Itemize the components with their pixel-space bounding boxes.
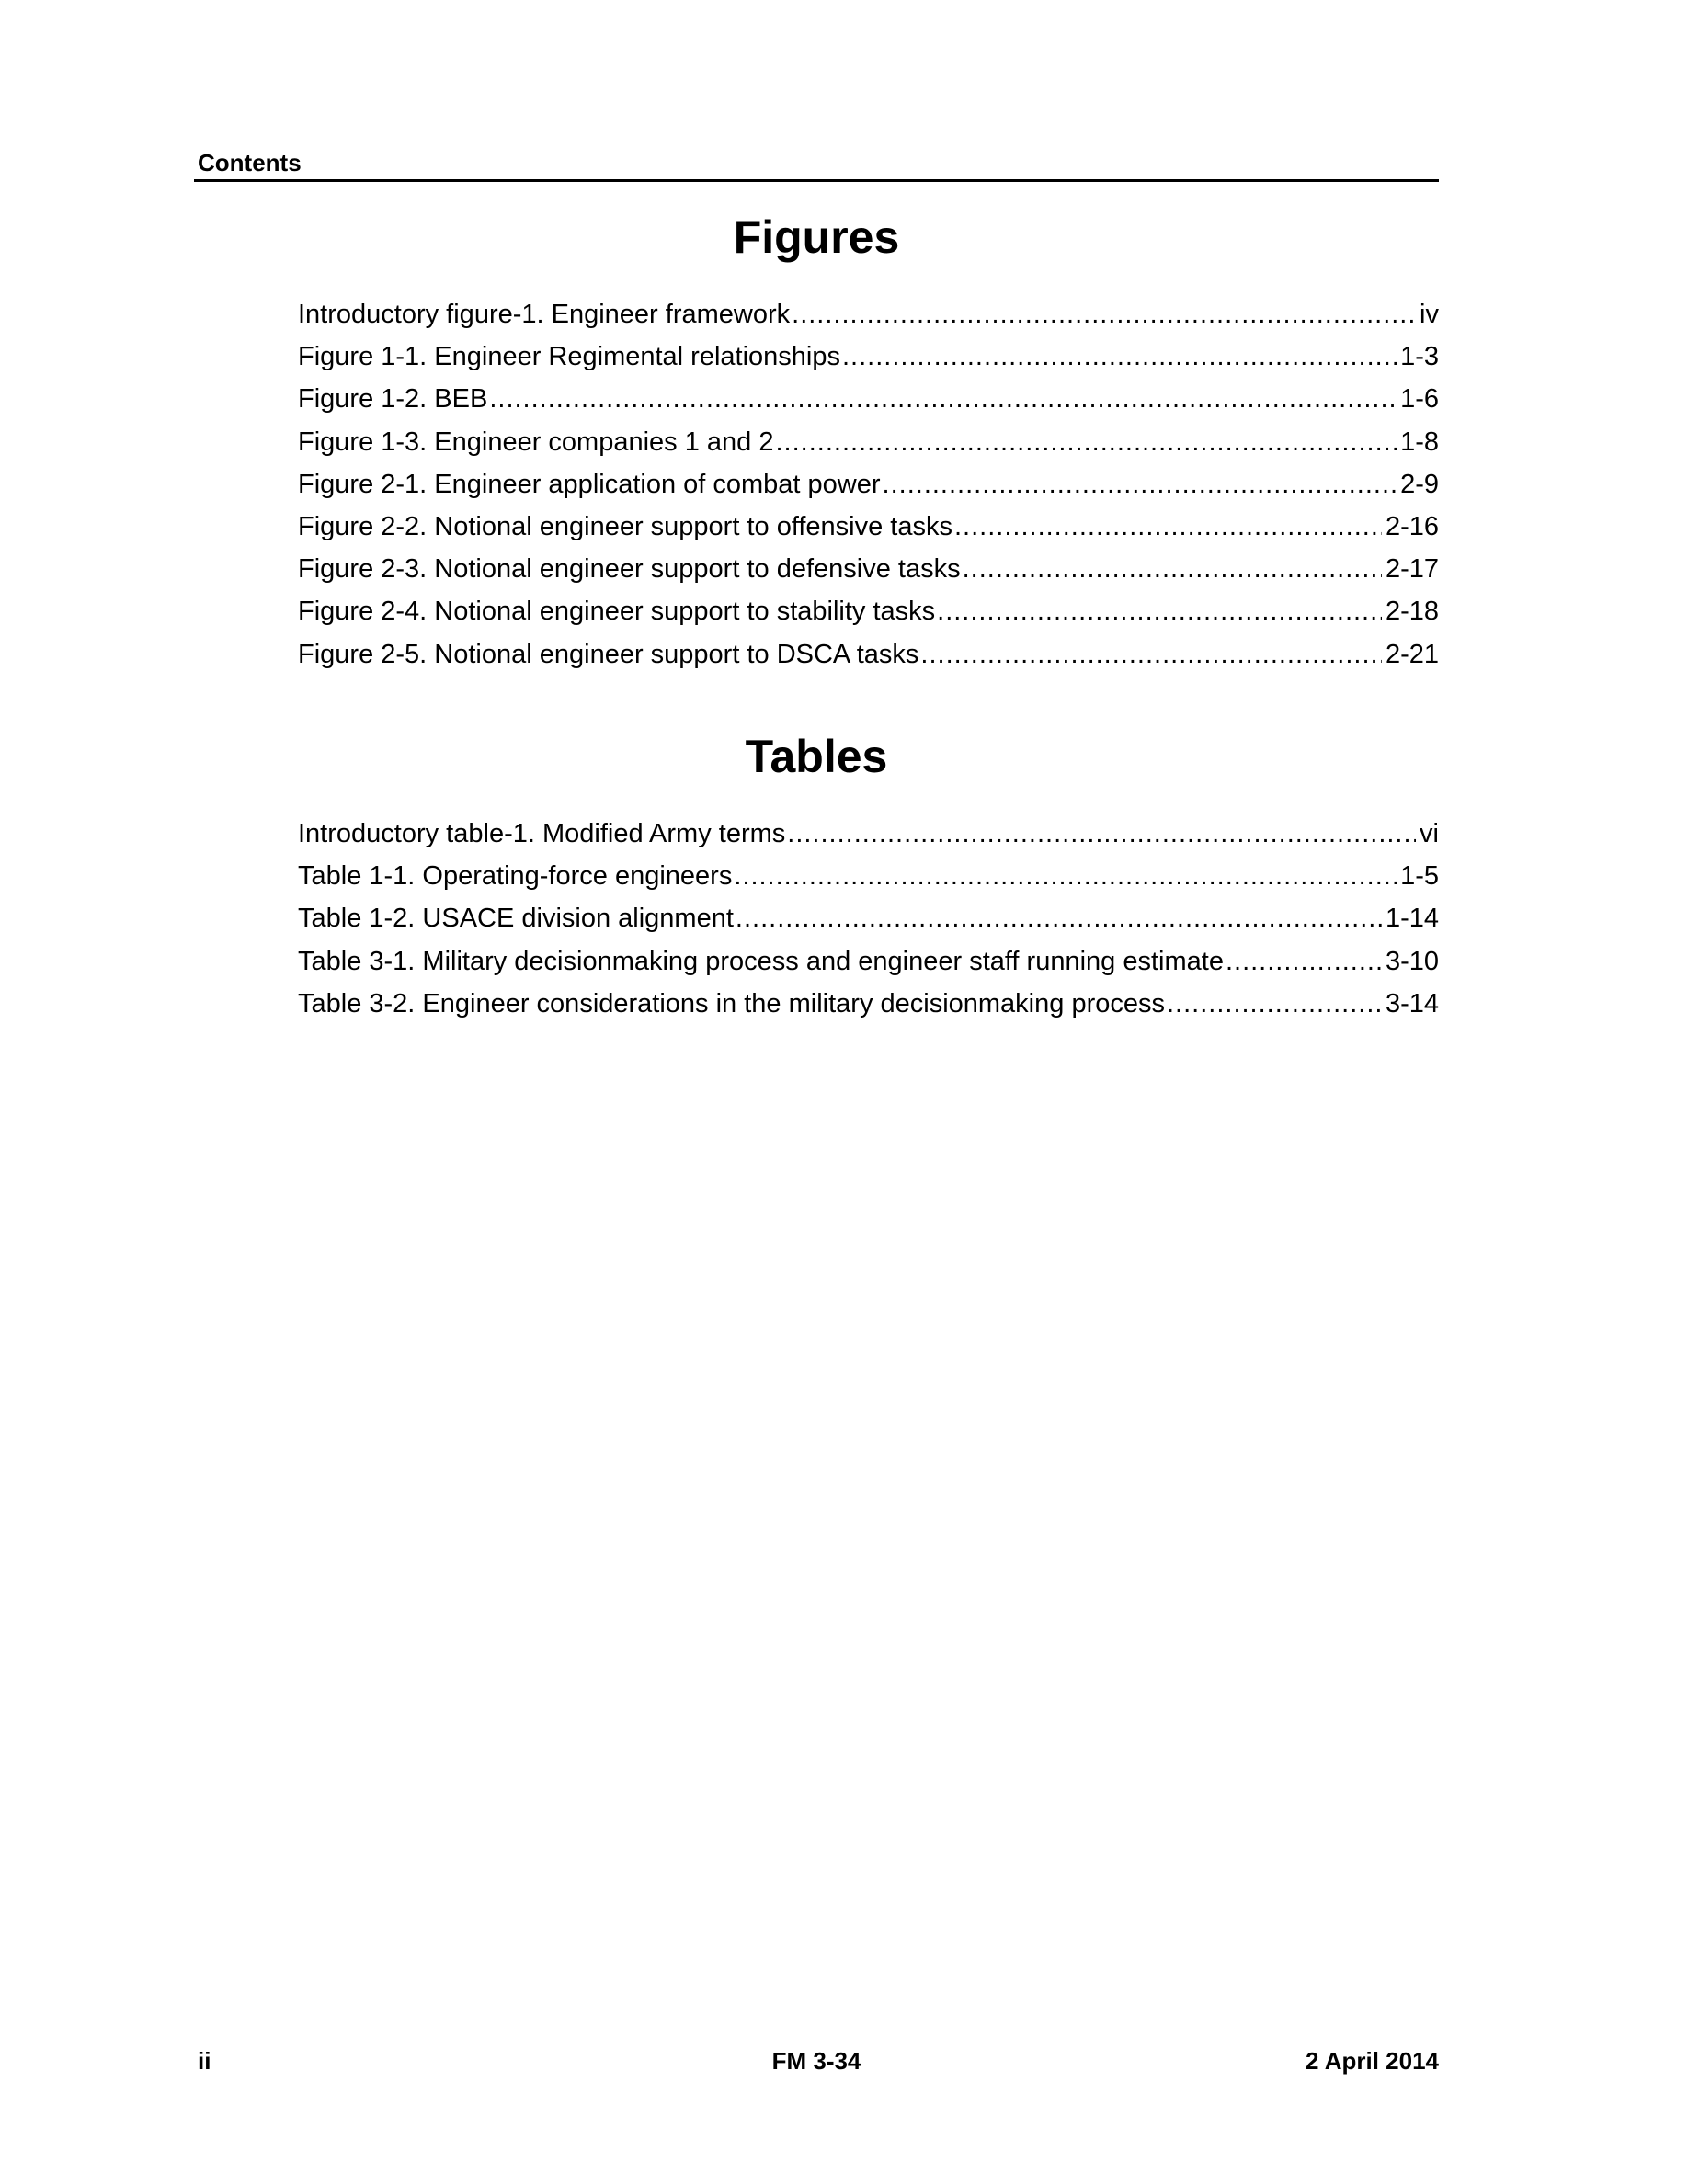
entry-page: 1-3 <box>1400 342 1439 372</box>
entry-title: Introductory figure-1. Engineer framework <box>298 300 791 329</box>
entry-title: Figure 2-2. Notional engineer support to offensive tasks <box>298 511 952 541</box>
entry-title: Figure 2-4. Notional engineer support to stability tasks <box>298 597 936 627</box>
entry-title: Figure 1-2. BEB <box>298 384 488 415</box>
entry-page: 1-5 <box>1400 861 1439 892</box>
dot-leader <box>736 897 1382 939</box>
figure-entry[interactable] <box>298 548 1439 590</box>
header-rule <box>194 179 1439 182</box>
entry-title: Figure 1-1. Engineer Regimental relationships <box>298 342 840 372</box>
entry-title: Table 1-1. Operating-force engineers <box>298 861 733 892</box>
figure-entry[interactable] <box>298 633 1439 676</box>
figure-entry[interactable] <box>298 336 1439 378</box>
entry-page: 1-14 <box>1385 904 1439 934</box>
table-entry[interactable] <box>298 813 1439 855</box>
entry-page: 2-17 <box>1385 554 1439 585</box>
dot-leader <box>734 855 1397 897</box>
table-entry[interactable] <box>298 897 1439 939</box>
figure-entry[interactable] <box>298 421 1439 463</box>
table-entry[interactable] <box>298 855 1439 897</box>
dot-leader <box>883 463 1397 506</box>
entry-title: Table 1-2. USACE division alignment <box>298 904 734 934</box>
dot-leader <box>954 506 1382 548</box>
entry-page: 2-18 <box>1385 597 1439 627</box>
figures-title: Figures <box>733 211 900 263</box>
figure-entry[interactable] <box>298 378 1439 420</box>
entry-title: Figure 2-3. Notional engineer support to defensive tasks <box>298 554 961 585</box>
entry-page: 1-6 <box>1400 384 1439 415</box>
entry-page: 1-8 <box>1400 427 1439 457</box>
dot-leader <box>787 813 1416 855</box>
figure-entry[interactable] <box>298 590 1439 632</box>
entry-page: 3-14 <box>1385 988 1439 1018</box>
footer-document-id: FM 3-34 <box>771 2047 861 2075</box>
dot-leader <box>1226 940 1382 983</box>
table-entry[interactable] <box>298 983 1439 1025</box>
page-footer <box>194 2045 1439 2076</box>
footer-page-number: ii <box>198 2047 211 2075</box>
tables-title: Tables <box>745 731 888 782</box>
entry-title: Table 3-1. Military decisionmaking process and engineer staff running estimate <box>298 946 1224 976</box>
entry-page: 2-16 <box>1385 511 1439 541</box>
entry-page: 3-10 <box>1385 946 1439 976</box>
tables-list <box>298 813 1439 1025</box>
entry-title: Introductory table-1. Modified Army terms <box>298 819 786 848</box>
entry-title: Figure 2-1. Engineer application of combat power <box>298 469 881 499</box>
footer-date: 2 April 2014 <box>1305 2047 1439 2075</box>
figure-entry[interactable] <box>298 506 1439 548</box>
dot-leader <box>842 336 1397 378</box>
entry-page: 2-9 <box>1400 469 1439 499</box>
dot-leader <box>937 590 1382 632</box>
entry-page: iv <box>1420 300 1439 329</box>
dot-leader <box>489 378 1397 420</box>
figures-list <box>298 293 1439 676</box>
header-label: Contents <box>198 149 302 176</box>
entry-title: Figure 1-3. Engineer companies 1 and 2 <box>298 427 774 457</box>
dot-leader <box>920 633 1382 676</box>
figure-entry[interactable] <box>298 293 1439 336</box>
entry-page: vi <box>1420 819 1439 848</box>
table-entry[interactable] <box>298 940 1439 983</box>
dot-leader <box>792 293 1416 336</box>
dot-leader <box>1167 983 1382 1025</box>
dot-leader <box>775 421 1397 463</box>
entry-title: Figure 2-5. Notional engineer support to DSCA tasks <box>298 639 919 669</box>
dot-leader <box>963 548 1382 590</box>
figure-entry[interactable] <box>298 463 1439 506</box>
entry-page: 2-21 <box>1385 639 1439 669</box>
entry-title: Table 3-2. Engineer considerations in the military decisionmaking process <box>298 988 1165 1018</box>
